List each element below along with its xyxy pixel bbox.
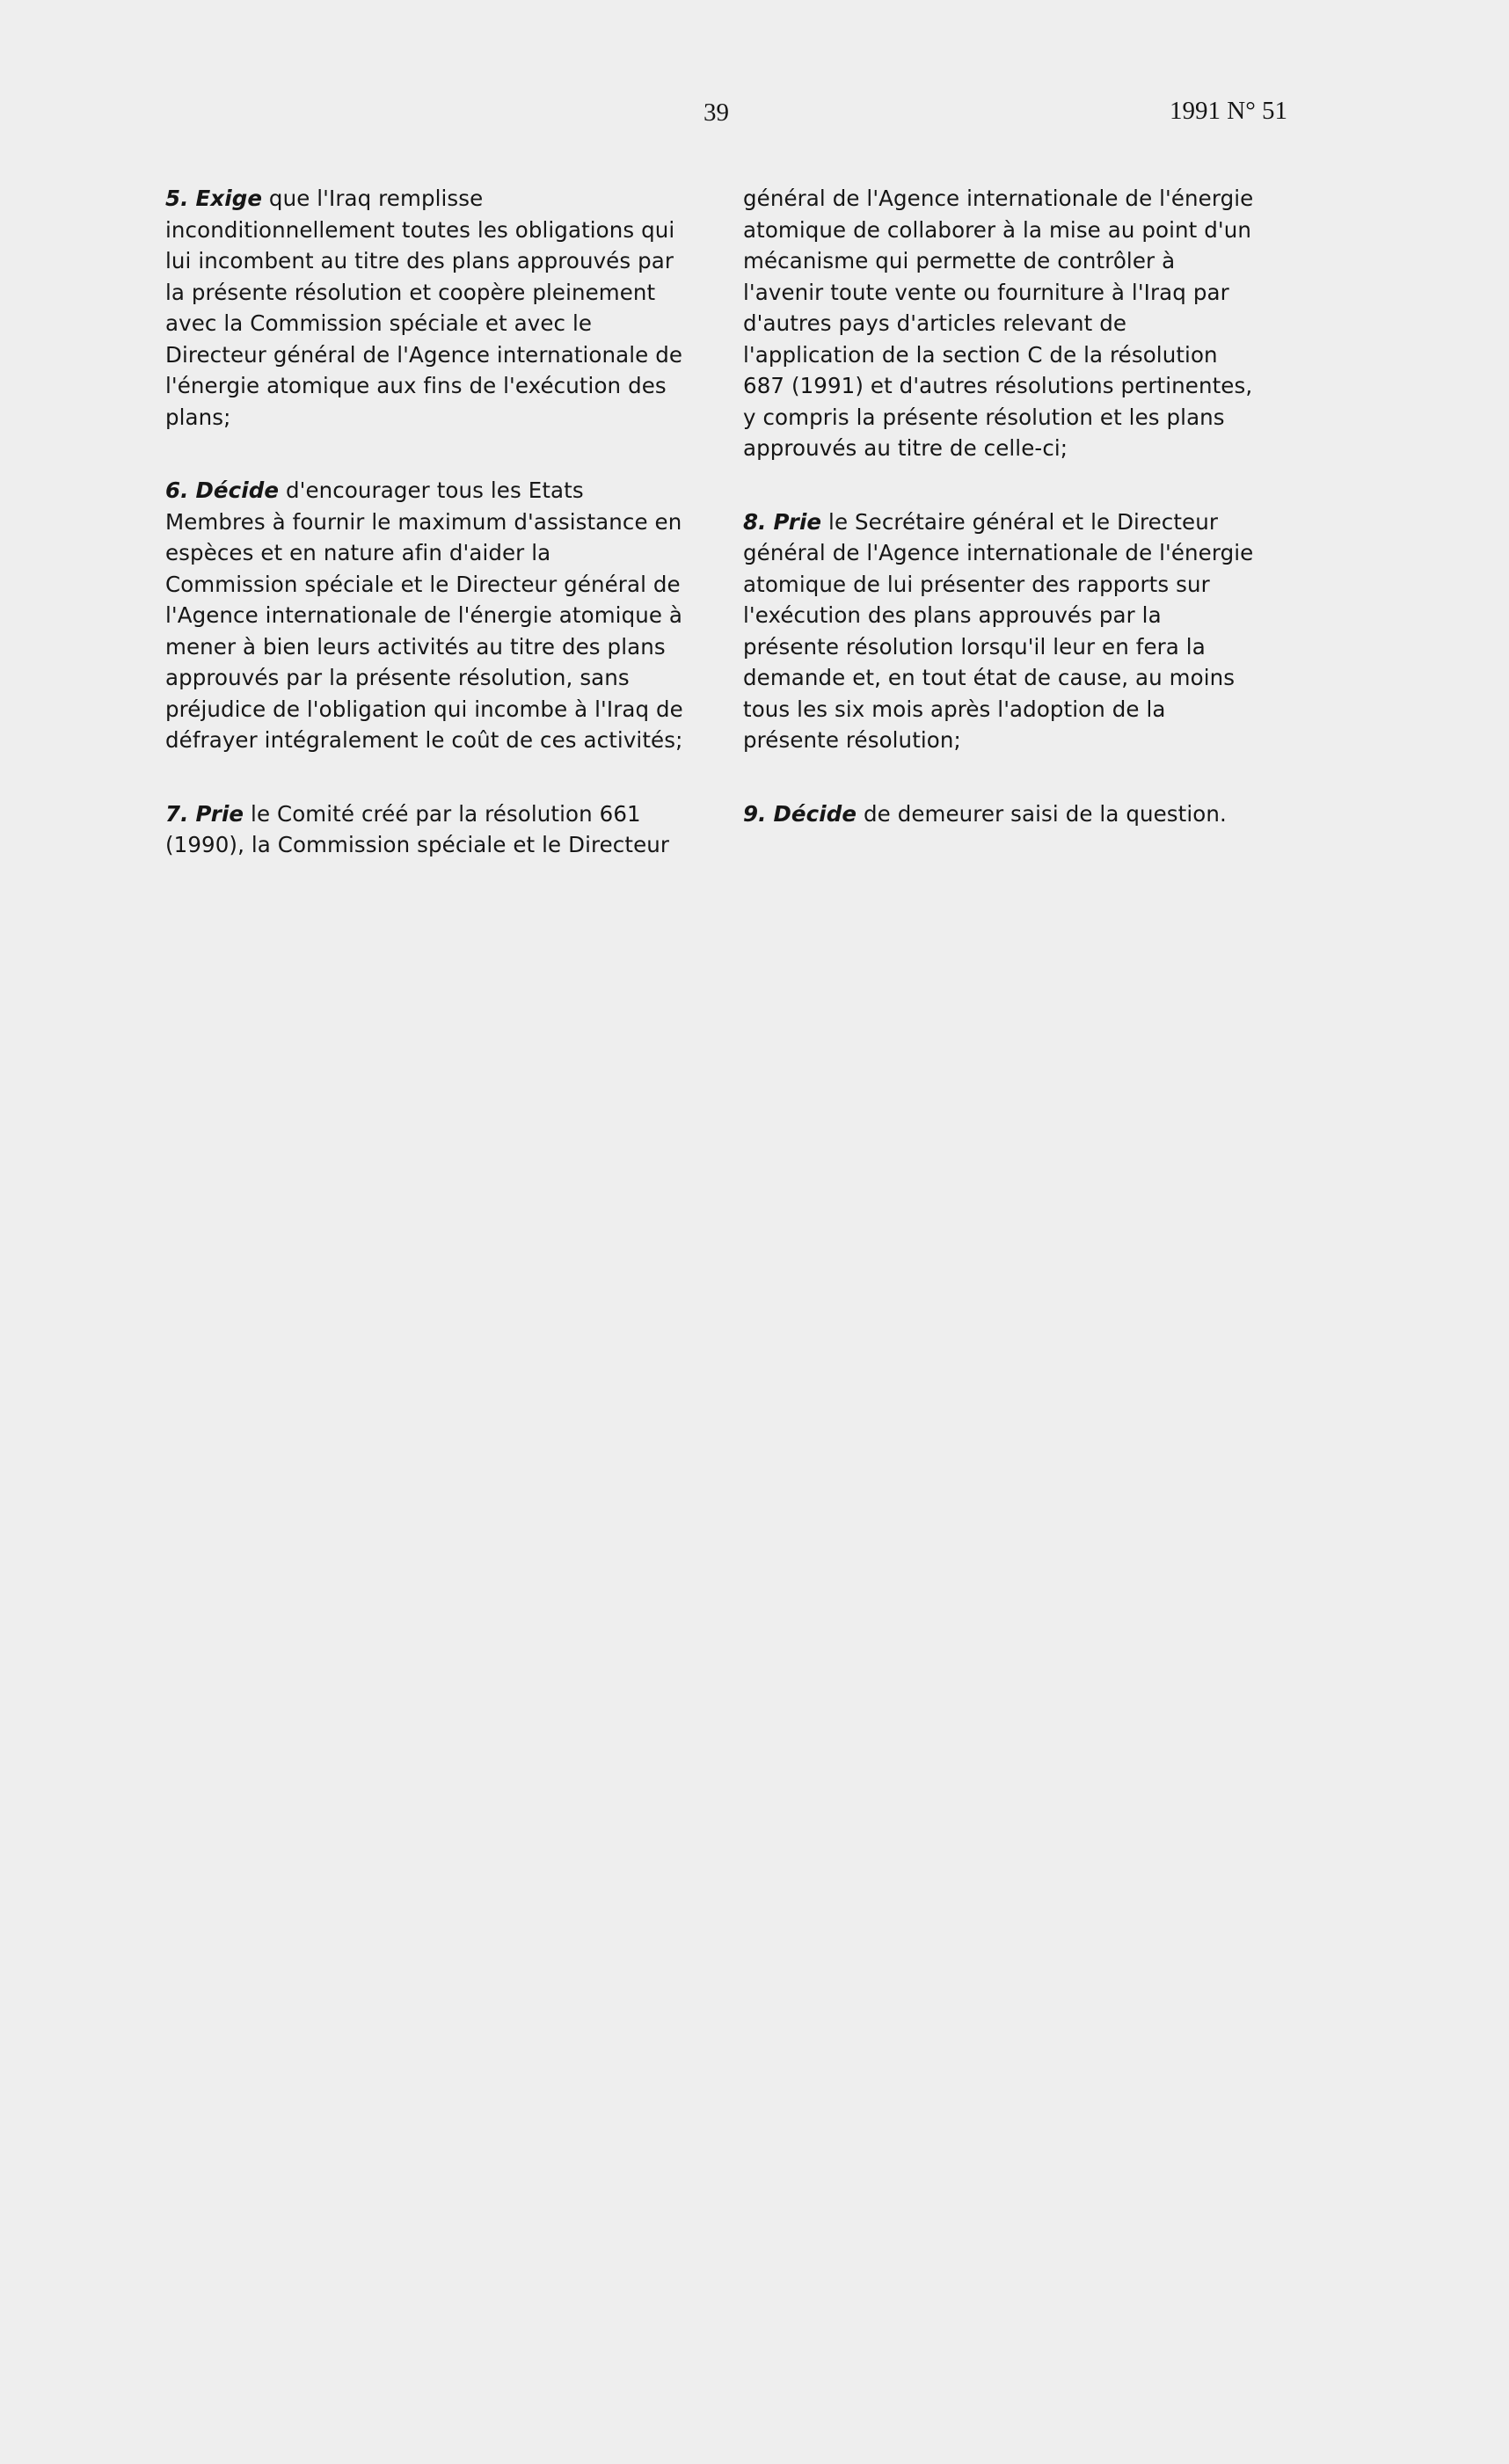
paragraph-number: 6. [165,477,189,503]
paragraph-text: le Comité créé par la résolution 661 (1990), la Commission spéciale et le Directeur [165,800,670,857]
page-number: 39 [703,98,729,127]
paragraph-text: le Secrétaire général et le Directeur général de l'Agence internationale de l'énergie atomique de lui présenter des rapports sur l'exécution des plans approuvés par la présente résolution lorsqu'il leur en fera la demande et, en tout état de cause, au moins tous les six mois après l'adoption de la présente résolution; [743,508,1254,753]
paragraph-text: d'encourager tous les Etats Membres à fournir le maximum d'assistance en espèces et en nature afin d'aider la Commission spéciale et le Directeur général de l'Agence internationale de l'énergie atomique à mener à bien leurs activités au titre des plans approuvés par la présente résolution, sans préjudice de l'obligation qui incombe à l'Iraq de défrayer intégralement le coût de ces activités; [165,477,683,753]
operative-verb: Exige [195,186,263,211]
operative-verb: Prie [195,800,244,827]
paragraph-number: 8. [743,508,767,535]
paragraph-7-continued [743,183,1262,464]
left-column [165,183,684,903]
paragraph-text: de demeurer saisi de la question. [857,800,1227,827]
paragraph-8 [743,507,1262,756]
paragraph-number: 9. [743,800,767,827]
paragraph-text: général de l'Agence internationale de l'énergie atomique de collaborer à la mise au point d'un mécanisme qui permette de contrôler à l'avenir toute vente ou fourniture à l'Iraq par d'autres pays d'articles relevant de l'application de la section C de la résolution 687 (1991) et d'autres résolutions pertinentes, y compris la présente résolution et les plans approuvés au titre de celle-ci; [743,186,1254,461]
right-column [743,183,1262,871]
operative-verb: Prie [773,508,822,535]
operative-verb: Décide [773,800,857,827]
operative-verb: Décide [195,477,280,503]
paragraph-5 [165,183,684,433]
paragraph-text: que l'Iraq remplisse inconditionnellement toutes les obligations qui lui incombent au titre des plans approuvés par la présente résolution et coopère pleinement avec la Commission spéciale et avec le Directeur général de l'Agence internationale de l'énergie atomique aux fins de l'exécution des plans; [165,186,683,430]
paragraph-6 [165,475,684,756]
paragraph-7 [165,798,684,861]
document-reference: 1991 N° 51 [1170,97,1288,125]
paragraph-number: 7. [165,800,189,827]
paragraph-9 [743,798,1262,830]
paragraph-number: 5. [165,186,189,211]
